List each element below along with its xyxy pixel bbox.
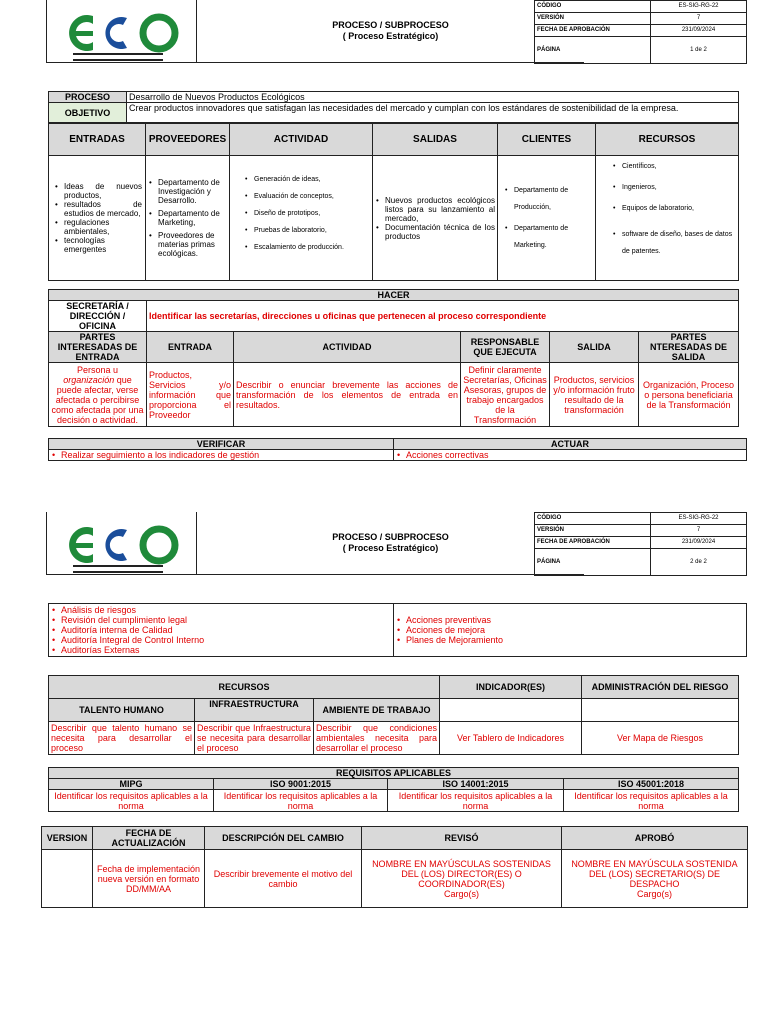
salida-value: Productos, servicios y/o información fruto resultado de la transformación — [550, 363, 639, 427]
requisitos-title: REQUISITOS APLICABLES — [49, 768, 739, 779]
entrada-value: Productos, Servicios y/o información que proporciona el Proveedor — [147, 363, 234, 427]
header-title: PROCESO / SUBPROCESO — [332, 532, 449, 542]
reviso-header: REVISÓ — [362, 827, 562, 850]
header-subtitle: ( Proceso Estratégico) — [342, 31, 439, 41]
list-item: • Ideas de nuevos productos, — [54, 182, 142, 200]
list-item: • Departamento de Producción, — [504, 182, 593, 216]
reviso-value — [362, 850, 562, 908]
responsable-header: RESPONSABLE QUE EJECUTA — [461, 332, 550, 363]
list-item: • Auditoría interna de Calidad — [51, 625, 391, 635]
version-value: 7 — [651, 525, 747, 537]
fecha-actualizacion-header: FECHA DE ACTUALIZACIÓN — [93, 827, 205, 850]
proceso-label: PROCESO — [49, 92, 127, 103]
clientes-header: CLIENTES — [498, 124, 596, 156]
eco-tech-logo — [46, 512, 196, 575]
secretaria-label: SECRETARÍA / DIRECCIÓN / OFICINA — [49, 301, 147, 332]
codigo-value: ES-SIG-RG-22 — [651, 513, 747, 525]
list-item: • Realizar seguimiento a los indicadores de gestión — [51, 450, 391, 460]
codigo-label: CÓDIGO — [535, 513, 651, 525]
proveedores-cell — [146, 156, 230, 281]
aprobo-name: NOMBRE EN MAYÚSCULA SOSTENIDA DEL (LOS) SECRETARIO(S) DE DESPACHO — [571, 858, 738, 889]
entradas-header: ENTRADAS — [49, 124, 146, 156]
eco-tech-logo — [46, 0, 196, 63]
recursos-table — [48, 675, 739, 755]
actuar-cell — [394, 604, 747, 657]
proveedores-header: PROVEEDORES — [146, 124, 230, 156]
verificar-actuar-table — [48, 438, 747, 461]
aprobo-cargo: Cargo(s) — [636, 888, 672, 899]
infra-value: Describir que Infraestructura se necesita para desarrollar el proceso — [195, 722, 314, 755]
codigo-value: ES-SIG-RG-22 — [651, 1, 747, 13]
reviso-name: NOMBRE EN MAYÚSCULAS SOSTENIDAS DEL (LOS) DIRECTOR(ES) O COORDINADOR(ES) — [372, 858, 551, 889]
list-item: • Acciones de mejora — [396, 625, 744, 635]
salidas-header: SALIDAS — [373, 124, 498, 156]
header-subtitle: ( Proceso Estratégico) — [342, 543, 439, 553]
requisitos-table — [48, 767, 739, 812]
list-item: • Documentación técnica de los productos — [375, 223, 495, 241]
actividad-value: Describir o enunciar brevemente las acciones de transformación de los elementos de entrada en resultados. — [234, 363, 461, 427]
version-value — [42, 850, 93, 908]
list-item: • Equipos de laboratorio, — [612, 205, 736, 213]
partes-entrada-value — [49, 363, 147, 427]
verificar-cell — [49, 604, 394, 657]
list-item: • Revisión del cumplimiento legal — [51, 615, 391, 625]
partes-entrada-text: Persona u — [76, 364, 119, 375]
ambiente-label: AMBIENTE DE TRABAJO — [314, 699, 440, 722]
partes-salida-value: Organización, Proceso o persona beneficiaria de la Transformación — [639, 363, 739, 427]
iso45001-value: Identificar los requisitos aplicables a la norma — [564, 790, 739, 812]
partes-entrada-text: que puede afectar, verse afectada o percibirse como afectada por una decisión o actividad. — [51, 374, 144, 425]
iso9001-header: ISO 9001:2015 — [214, 779, 388, 790]
proceso-value: Desarrollo de Nuevos Productos Ecológicos — [127, 92, 739, 103]
partes-entrada-emphasis: organización — [63, 374, 115, 385]
version-value: 7 — [651, 13, 747, 25]
recursos-title: RECURSOS — [49, 676, 440, 699]
list-item: • regulaciones ambientales, — [54, 218, 142, 236]
indicadores-title: INDICADOR(ES) — [440, 676, 582, 699]
responsable-value: Definir claramente Secretarías, Oficinas Asesoras, grupos de trabajo encargados de la Transformación — [461, 363, 550, 427]
fecha-label: FECHA DE APROBACIÓN — [535, 537, 651, 549]
riesgo-blank — [582, 699, 739, 722]
salida-header: SALIDA — [550, 332, 639, 363]
document-header — [46, 512, 746, 575]
recursos-header: RECURSOS — [596, 124, 739, 156]
iso9001-value: Identificar los requisitos aplicables a la norma — [214, 790, 388, 812]
list-item: • Científicos, — [612, 163, 736, 171]
list-item: • Diseño de prototipos, — [244, 210, 370, 218]
header-title-cell — [196, 512, 584, 575]
iso14001-value: Identificar los requisitos aplicables a la norma — [388, 790, 564, 812]
recursos-cell — [596, 156, 739, 281]
list-item: • Proveedores de materias primas ecológicas. — [148, 231, 227, 258]
talento-label: TALENTO HUMANO — [49, 699, 195, 722]
list-item: • Auditorías Externas — [51, 645, 391, 655]
version-label: VERSIÓN — [535, 13, 651, 25]
list-item: • Acciones correctivas — [396, 450, 744, 460]
version-label: VERSIÓN — [535, 525, 651, 537]
pagina-value: 2 de 2 — [651, 549, 747, 576]
riesgo-value: Ver Mapa de Riesgos — [582, 722, 739, 755]
iso45001-header: ISO 45001:2018 — [564, 779, 739, 790]
list-item: • Evaluación de conceptos, — [244, 193, 370, 201]
list-item: • Análisis de riesgos — [51, 605, 391, 615]
mipg-header: MIPG — [49, 779, 214, 790]
mipg-value: Identificar los requisitos aplicables a la norma — [49, 790, 214, 812]
list-item: • Departamento de Marketing, — [148, 209, 227, 227]
hacer-title: HACER — [49, 290, 739, 301]
list-item: • Escalamiento de producción. — [244, 244, 370, 252]
fecha-actualizacion-value: Fecha de implementación nueva versión en formato DD/MM/AA — [93, 850, 205, 908]
list-item: • Generación de ideas, — [244, 176, 370, 184]
aprobo-header: APROBÓ — [562, 827, 748, 850]
objetivo-value: Crear productos innovadores que satisfagan las necesidades del mercado y cumplan con los estándares de sostenibilidad de la empresa. — [127, 103, 739, 123]
riesgo-title: ADMINISTRACIÓN DEL RIESGO — [582, 676, 739, 699]
partes-salida-header: PARTES NTERESADAS DE SALIDA — [639, 332, 739, 363]
list-item: • Acciones preventivas — [396, 615, 744, 625]
verificar-cell — [49, 450, 394, 461]
doc-control-table — [534, 0, 747, 64]
header-title: PROCESO / SUBPROCESO — [332, 20, 449, 30]
entrada-header: ENTRADA — [147, 332, 234, 363]
list-item: • Planes de Mejoramiento — [396, 635, 744, 645]
list-item: • Auditoría Integral de Control Interno — [51, 635, 391, 645]
infra-label: INFRAESTRUCTURA — [195, 699, 314, 722]
aprobo-value — [562, 850, 748, 908]
doc-control-table — [534, 512, 747, 576]
list-item: • Pruebas de laboratorio, — [244, 227, 370, 235]
version-header: VERSION — [42, 827, 93, 850]
list-item: • resultados de estudios de mercado, — [54, 200, 142, 218]
process-table — [48, 91, 739, 123]
fecha-value: 231/09/2024 — [651, 537, 747, 549]
actividad-header: ACTIVIDAD — [230, 124, 373, 156]
list-item: • Departamento de Investigación y Desarrollo. — [148, 178, 227, 205]
header-title-cell — [196, 0, 584, 63]
indicadores-value: Ver Tablero de Indicadores — [440, 722, 582, 755]
actuar-title: ACTUAR — [394, 439, 747, 450]
pagina-label: PÁGINA — [535, 37, 651, 64]
list-item: • Ingenieros, — [612, 184, 736, 192]
talento-value: Describir que talento humano se necesita para desarrollar el proceso — [49, 722, 195, 755]
change-history-table — [41, 826, 748, 908]
document-header — [46, 0, 746, 63]
entradas-cell — [49, 156, 146, 281]
list-item: • software de diseño, bases de datos de patentes. — [612, 226, 736, 260]
reviso-cargo: Cargo(s) — [443, 888, 479, 899]
list-item: • tecnologías emergentes — [54, 236, 142, 254]
pagina-label: PÁGINA — [535, 549, 651, 576]
partes-entrada-header: PARTES INTERESADAS DE ENTRADA — [49, 332, 147, 363]
verificar-title: VERIFICAR — [49, 439, 394, 450]
hacer-table — [48, 289, 739, 427]
iso14001-header: ISO 14001:2015 — [388, 779, 564, 790]
secretaria-value: Identificar las secretarías, direcciones u oficinas que pertenecen al proceso correspondiente — [147, 301, 739, 332]
actividad-cell — [230, 156, 373, 281]
fecha-value: 231/09/2024 — [651, 25, 747, 37]
descripcion-value: Describir brevemente el motivo del cambio — [205, 850, 362, 908]
fecha-label: FECHA DE APROBACIÓN — [535, 25, 651, 37]
objetivo-label: OBJETIVO — [49, 103, 127, 123]
list-item: • Departamento de Marketing. — [504, 220, 593, 254]
actividad-header: ACTIVIDAD — [234, 332, 461, 363]
verificar-actuar-continuation — [48, 603, 747, 657]
pagina-value: 1 de 2 — [651, 37, 747, 64]
salidas-cell — [373, 156, 498, 281]
descripcion-header: DESCRIPCIÓN DEL CAMBIO — [205, 827, 362, 850]
ambiente-value: Describir que condiciones ambientales necesita para desarrollar el proceso — [314, 722, 440, 755]
sipoc-table — [48, 123, 739, 281]
actuar-cell — [394, 450, 747, 461]
clientes-cell — [498, 156, 596, 281]
indicadores-blank — [440, 699, 582, 722]
codigo-label: CÓDIGO — [535, 1, 651, 13]
list-item: • Nuevos productos ecológicos listos para su lanzamiento al mercado, — [375, 196, 495, 223]
